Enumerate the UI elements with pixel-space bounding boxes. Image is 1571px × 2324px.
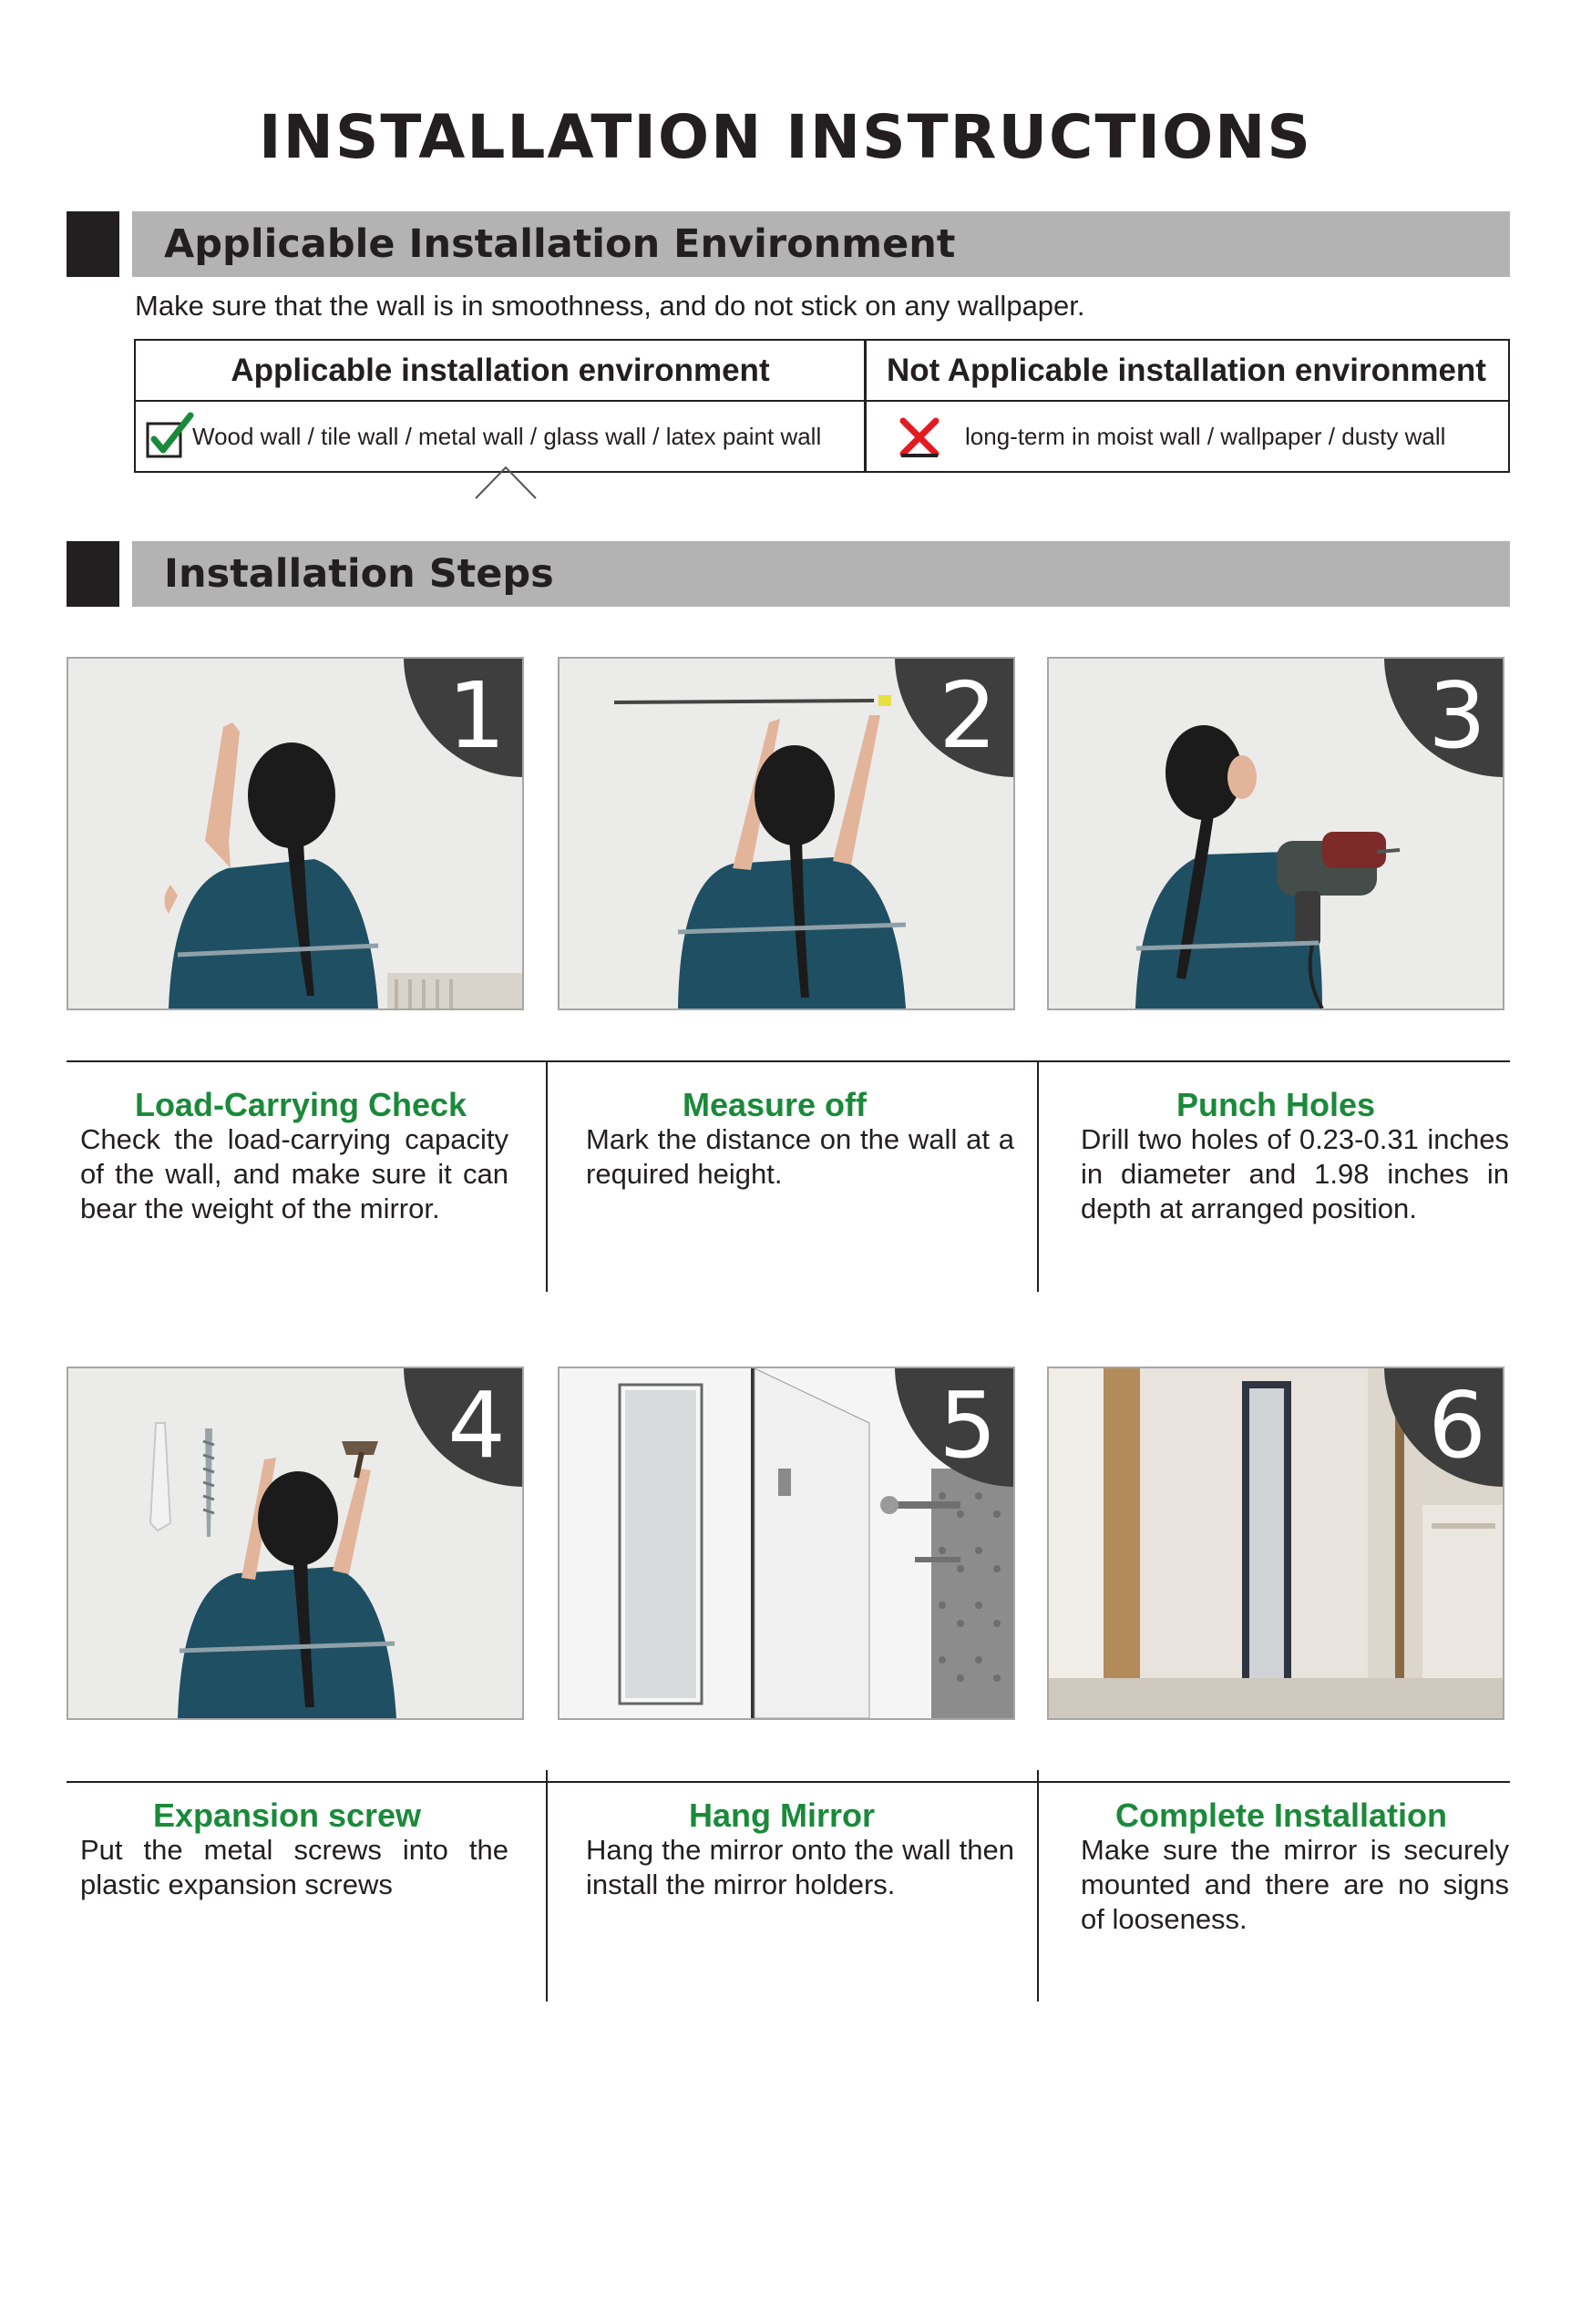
step-2-image	[558, 657, 1015, 1010]
step-number-badge: 6	[1384, 1367, 1504, 1487]
caret-icon	[474, 464, 538, 500]
page-title: INSTALLATION INSTRUCTIONS	[259, 102, 1312, 172]
not-applicable-header: Not Applicable installation environment	[887, 353, 1486, 388]
environment-table	[134, 339, 1510, 473]
step-3-image	[1047, 657, 1504, 1010]
step-5-image	[558, 1367, 1015, 1720]
step-1-title: Load-Carrying Check	[134, 1086, 467, 1123]
cross-icon	[896, 414, 943, 461]
column-divider	[546, 1770, 548, 2002]
step-number-badge: 1	[404, 657, 524, 777]
step-5-description: Hang the mirror onto the wall then install the mirror holders.	[586, 1834, 1014, 1900]
step-6-description: Make sure the mirror is securely mounted and there are no signs of looseness.	[1081, 1834, 1509, 1935]
step-5-title: Hang Mirror	[688, 1797, 875, 1834]
not-applicable-walls: long-term in moist wall / wallpaper / dusty wall	[965, 423, 1446, 450]
step-number-badge: 4	[404, 1367, 524, 1487]
applicable-walls: Wood wall / tile wall / metal wall / glass wall / latex paint wall	[192, 423, 822, 450]
environment-section-header	[132, 211, 1510, 277]
step-1-image	[67, 657, 524, 1010]
environment-section-title: Applicable Installation Environment	[164, 221, 956, 267]
section-marker	[67, 211, 119, 277]
table-column-divider	[864, 341, 867, 471]
step-number-badge: 3	[1384, 657, 1504, 777]
column-divider	[1037, 1770, 1039, 2002]
step-6-image	[1047, 1367, 1504, 1720]
applicable-header: Applicable installation environment	[231, 353, 770, 388]
step-4-image	[67, 1367, 524, 1720]
step-3-title: Punch Holes	[1176, 1086, 1376, 1123]
steps-section-header	[132, 541, 1510, 607]
step-2-title: Measure off	[682, 1086, 868, 1123]
step-6-title: Complete Installation	[1114, 1797, 1448, 1834]
row-2-divider	[67, 1781, 1510, 1783]
step-number-badge: 5	[895, 1367, 1015, 1487]
step-4-title: Expansion screw	[152, 1797, 422, 1834]
row-1-divider	[67, 1060, 1510, 1062]
steps-section-title: Installation Steps	[164, 551, 554, 597]
checkmark-icon	[145, 410, 196, 461]
section-marker	[67, 541, 119, 607]
step-3-description: Drill two holes of 0.23-0.31 inches in diameter and 1.98 inches in depth at arranged position.	[1081, 1123, 1509, 1224]
step-1-description: Check the load-carrying capacity of the wall, and make sure it can bear the weight of the mirror.	[80, 1123, 508, 1224]
step-2-description: Mark the distance on the wall at a required height.	[586, 1123, 1014, 1190]
step-number-badge: 2	[895, 657, 1015, 777]
step-4-description: Put the metal screws into the plastic expansion screws	[80, 1834, 508, 1900]
column-divider	[1037, 1060, 1039, 1292]
environment-intro: Make sure that the wall is in smoothness, and do not stick on any wallpaper.	[135, 290, 1085, 322]
